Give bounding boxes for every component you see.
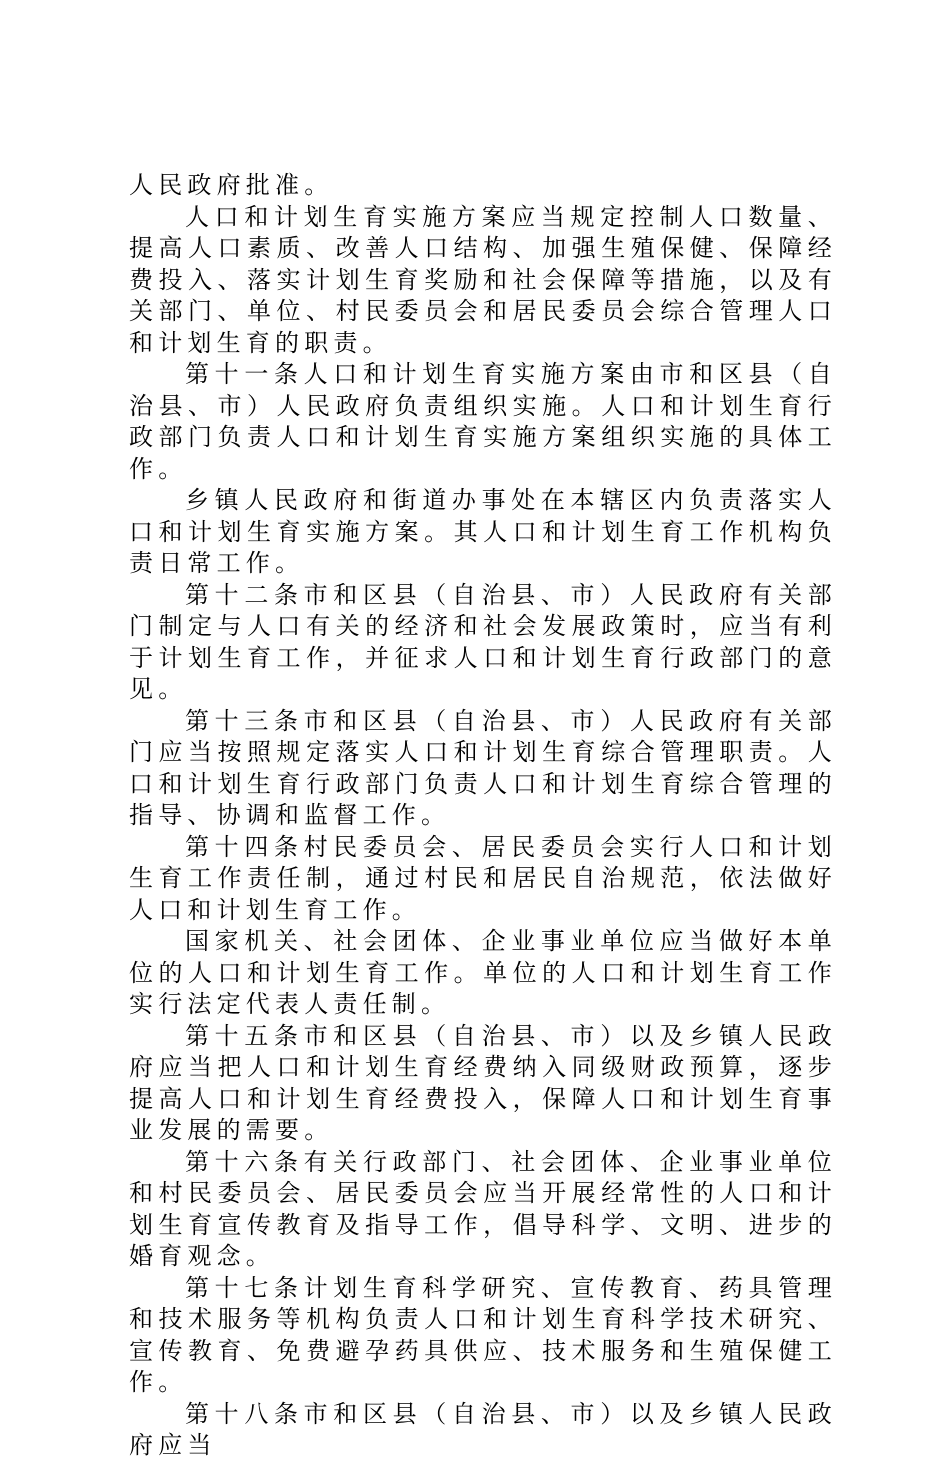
article-11-paragraph: 第十一条人口和计划生育实施方案由市和区县（自治县、市）人民政府负责组织实施。人口和计划生育行政部门负责人口和计划生育实施方案组织实施的具体工作。 — [129, 360, 837, 483]
paragraph-2: 人口和计划生育实施方案应当规定控制人口数量、提高人口素质、改善人口结构、加强生殖保健、保障经费投入、落实计划生育奖励和社会保障等措施，以及有关部门、单位、村民委员会和居民委员会综合管理人口和计划生育的职责。 — [129, 202, 837, 357]
article-13-paragraph: 第十三条市和区县（自治县、市）人民政府有关部门应当按照规定落实人口和计划生育综合管理职责。人口和计划生育行政部门负责人口和计划生育综合管理的指导、协调和监督工作。 — [129, 706, 837, 829]
paragraph-4: 乡镇人民政府和街道办事处在本辖区内负责落实人口和计划生育实施方案。其人口和计划生育工作机构负责日常工作。 — [129, 486, 837, 577]
article-16-paragraph: 第十六条有关行政部门、社会团体、企业事业单位和村民委员会、居民委员会应当开展经常性的人口和计划生育宣传教育及指导工作，倡导科学、文明、进步的婚育观念。 — [129, 1147, 837, 1270]
paragraph-1: 人民政府批准。 — [129, 171, 334, 199]
document-page — [129, 170, 837, 1462]
article-15-paragraph: 第十五条市和区县（自治县、市）以及乡镇人民政府应当把人口和计划生育经费纳入同级财政预算，逐步提高人口和计划生育经费投入，保障人口和计划生育事业发展的需要。 — [129, 1021, 837, 1144]
article-17-paragraph: 第十七条计划生育科学研究、宣传教育、药具管理和技术服务等机构负责人口和计划生育科学技术研究、宣传教育、免费避孕药具供应、技术服务和生殖保健工作。 — [129, 1273, 837, 1396]
paragraph-8: 国家机关、社会团体、企业事业单位应当做好本单位的人口和计划生育工作。单位的人口和计划生育工作实行法定代表人责任制。 — [129, 927, 837, 1018]
article-14-paragraph: 第十四条村民委员会、居民委员会实行人口和计划生育工作责任制，通过村民和居民自治规范，依法做好人口和计划生育工作。 — [129, 832, 837, 924]
article-12-paragraph: 第十二条市和区县（自治县、市）人民政府有关部门制定与人口有关的经济和社会发展政策时，应当有利于计划生育工作，并征求人口和计划生育行政部门的意见。 — [129, 580, 837, 703]
article-18-paragraph: 第十八条市和区县（自治县、市）以及乡镇人民政府应当 — [129, 1399, 837, 1459]
